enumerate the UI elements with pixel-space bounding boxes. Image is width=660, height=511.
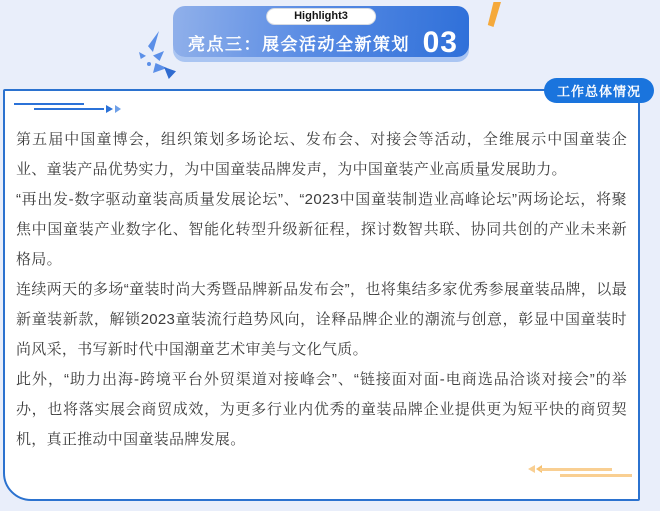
paragraph: 连续两天的多场“童装时尚大秀暨品牌新品发布会”，也将集结多家优秀参展童装品牌，以最新童装新款，解锁2023童装流行趋势风向，诠释品牌企业的潮流与创意，彰显中国童装时尚风采，书写新时代中国潮童艺术审美与文化气质。 <box>16 281 627 358</box>
confetti-icon <box>153 51 164 61</box>
paragraph: “再出发-数字驱动童装高质量发展论坛”、“2023中国童装制造业高峰论坛”两场论坛，将聚焦中国童装产业数字化、智能化转型升级新征程，探讨数智共联、协同共创的产业未来新格局。 <box>16 191 627 268</box>
section-header-banner <box>173 6 469 57</box>
article-body <box>16 125 627 455</box>
confetti-icon <box>147 62 151 66</box>
confetti-icon <box>164 67 176 79</box>
category-tag: 工作总体情况 <box>544 78 654 103</box>
confetti-icon <box>139 52 146 59</box>
section-number: 03 <box>422 25 458 59</box>
content-panel <box>3 84 641 501</box>
slash-icon <box>486 2 501 27</box>
confetti-icon <box>148 31 159 52</box>
section-title: 亮点三：展会活动全新策划 <box>188 35 410 54</box>
highlight-badge: Highlight3 <box>266 8 376 25</box>
paragraph: 此外，“助力出海-跨境平台外贸渠道对接峰会”、“链接面对面-电商选品洽谈对接会”的举办，也将落实展会商贸成效，为更多行业内优秀的童装品牌企业提供更为短平快的商贸契机，真正推动中国童装品牌发展。 <box>16 371 627 448</box>
paragraph: 第五届中国童博会，组织策划多场论坛、发布会、对接会等活动，全维展示中国童装企业、童装产品优势实力，为中国童装品牌发声，为中国童装产业高质量发展助力。 <box>16 131 627 178</box>
header-title-row <box>188 25 458 59</box>
